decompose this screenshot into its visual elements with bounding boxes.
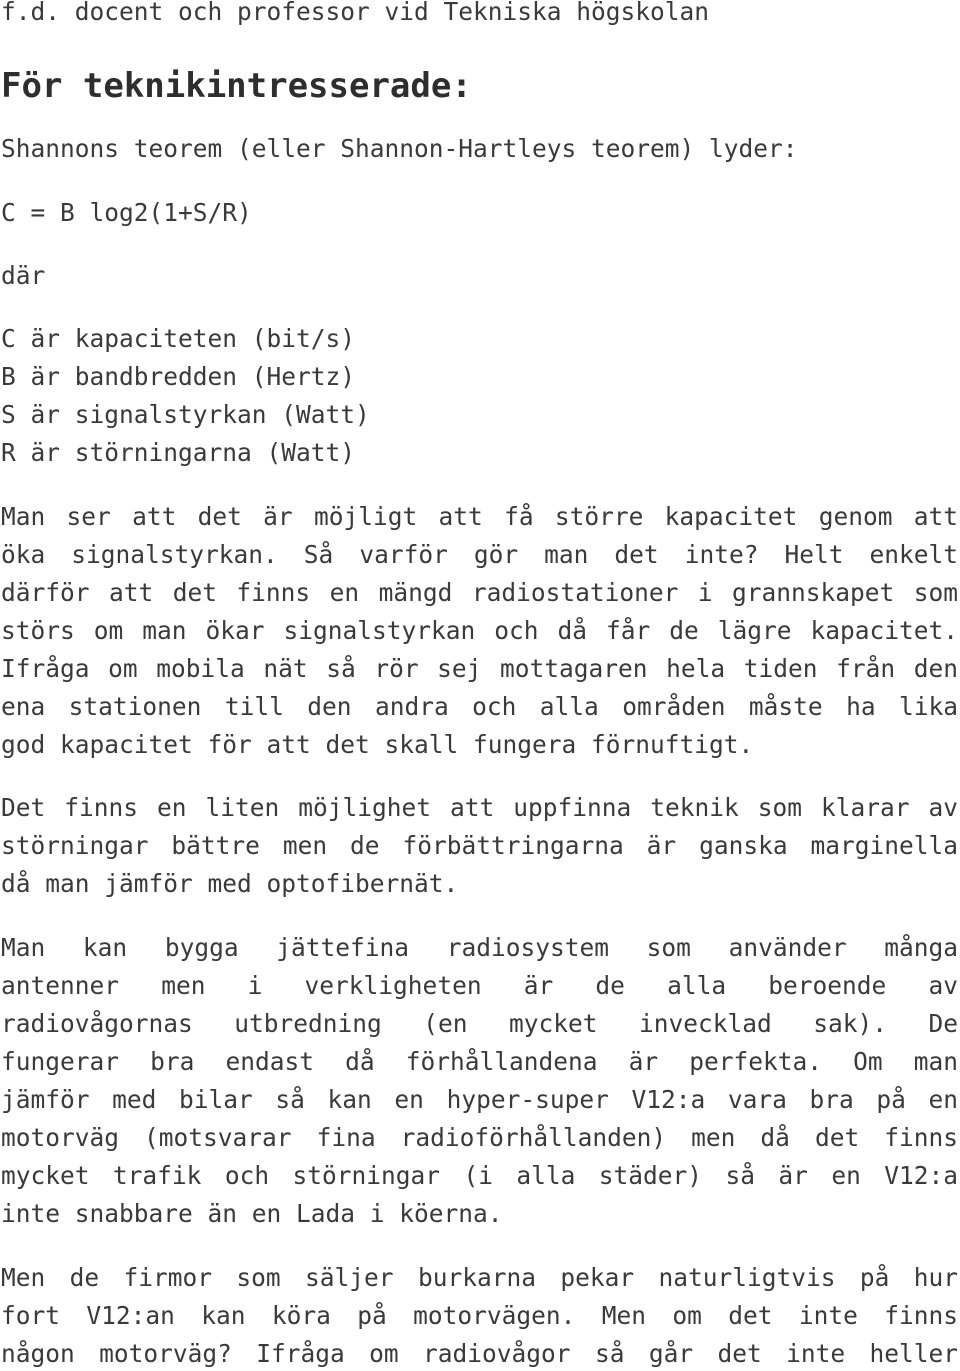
where-label: där — [1, 261, 46, 290]
paragraph-1-line: god kapacitet för att det skall fungera förnuftigt. — [1, 730, 754, 759]
theorem-intro: Shannons teorem (eller Shannon-Hartleys teorem) lyder: — [1, 134, 798, 163]
definition-line: B är bandbredden (Hertz) — [1, 362, 356, 391]
paragraph-4-line: fort V12:an kan köra på motorvägen. Men om det inte finns — [1, 1301, 958, 1330]
paragraph-3-line: antenner men i verkligheten är de alla beroende av — [1, 971, 958, 1000]
paragraph-1-line: störs om man ökar signalstyrkan och då får de lägre kapacitet. — [1, 616, 958, 645]
definition-line: S är signalstyrkan (Watt) — [1, 400, 370, 429]
paragraph-4-line: Men de firmor som säljer burkarna pekar naturligtvis på hur — [1, 1263, 958, 1292]
definition-line: C är kapaciteten (bit/s) — [1, 324, 356, 353]
section-heading: För teknikintresserade: — [1, 66, 472, 106]
paragraph-3-line: motorväg (motsvarar fina radioförhållanden) men då det finns — [1, 1123, 958, 1152]
paragraph-3-line: mycket trafik och störningar (i alla städer) så är en V12:a — [1, 1161, 958, 1190]
paragraph-3-line: inte snabbare än en Lada i köerna. — [1, 1199, 503, 1228]
paragraph-2-line: då man jämför med optofibernät. — [1, 869, 459, 898]
paragraph-3-line: fungerar bra endast då förhållandena är perfekta. Om man — [1, 1047, 958, 1076]
paragraph-3-line: radiovågornas utbredning (en mycket invecklad sak). De — [1, 1009, 958, 1038]
paragraph-1-line: Man ser att det är möjligt att få större kapacitet genom att — [1, 502, 958, 531]
paragraph-1-line: ena stationen till den andra och alla områden måste ha lika — [1, 692, 958, 721]
intro-line: f.d. docent och professor vid Tekniska högskolan — [1, 0, 710, 26]
paragraph-1-line: därför att det finns en mängd radiostationer i grannskapet som — [1, 578, 958, 607]
paragraph-1-line: Ifråga om mobila nät så rör sej mottagaren hela tiden från den — [1, 654, 958, 683]
paragraph-2-line: störningar bättre men de förbättringarna är ganska marginella — [1, 831, 958, 860]
paragraph-3-line: jämför med bilar så kan en hyper-super V12:a vara bra på en — [1, 1085, 958, 1114]
paragraph-1-line: öka signalstyrkan. Så varför gör man det inte? Helt enkelt — [1, 540, 958, 569]
paragraph-3-line: Man kan bygga jättefina radiosystem som använder många — [1, 933, 958, 962]
formula: C = B log2(1+S/R) — [1, 198, 252, 227]
paragraph-2-line: Det finns en liten möjlighet att uppfinna teknik som klarar av — [1, 793, 958, 822]
definition-line: R är störningarna (Watt) — [1, 438, 356, 467]
paragraph-4-line: någon motorväg? Ifråga om radiovågor så går det inte heller — [1, 1339, 958, 1368]
